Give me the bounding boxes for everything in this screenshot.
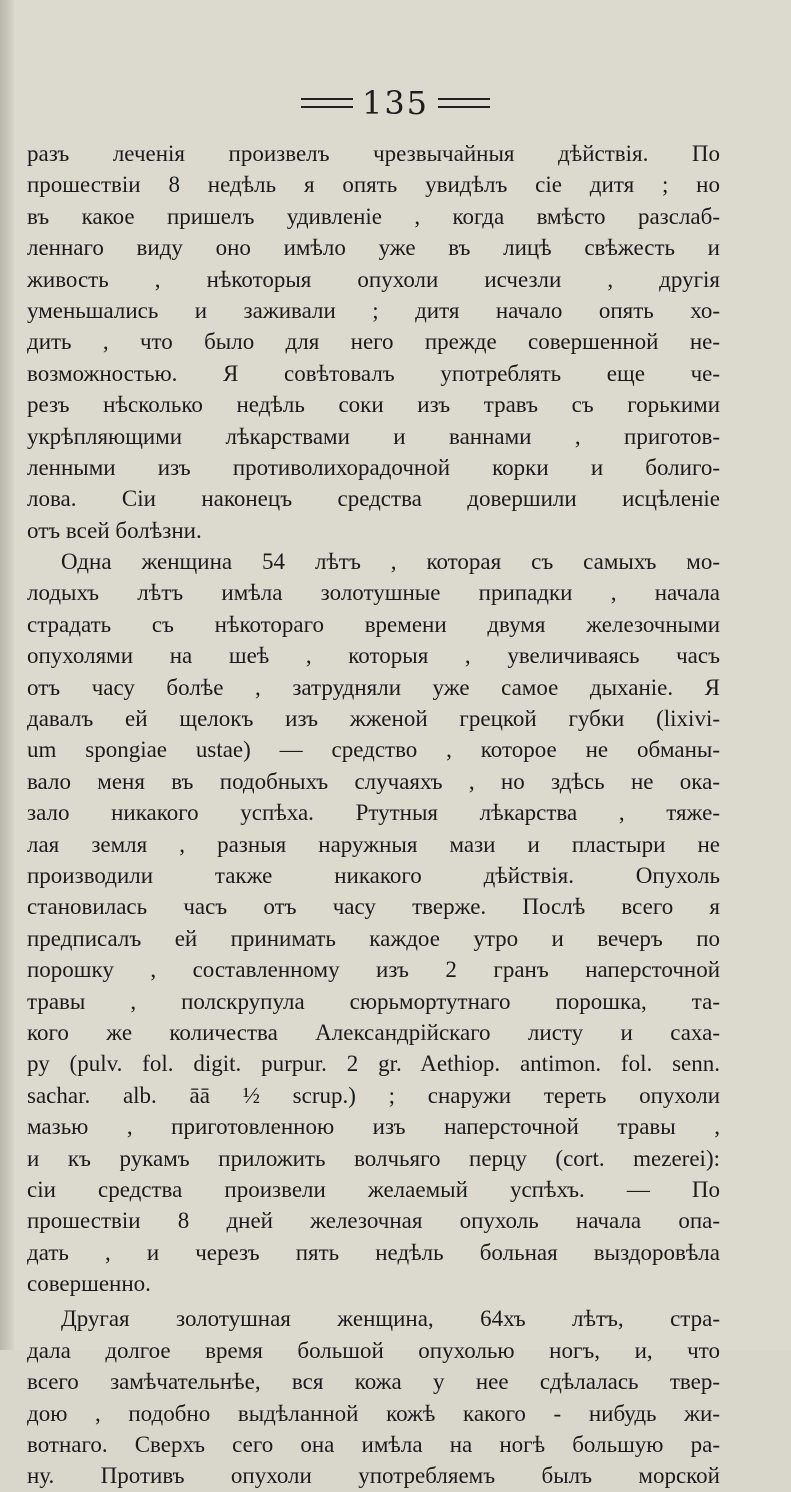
text-line: ленными изъ противолихорадочной корки и болиго- [27,454,720,480]
text-line: лова. Сіи наконецъ средства довершили исцѣленіе [27,486,720,512]
text-line: отъ часу болѣе , затрудняли уже самое дыханіе. Я [27,674,720,700]
text-line: Одна женщина 54 лѣтъ , которая съ самыхъ мо- [61,549,720,575]
text-line: вало меня въ подобныхъ случаяхъ , но здѣсь не ока- [27,768,720,794]
text-line: сіи средства произвели желаемый успѣхъ. — По [27,1176,720,1202]
text-line: опухолями на шеѣ , которыя , увеличиваясь часъ [27,643,720,669]
text-line: дою , подобно выдѣланной кожѣ какого - нибудь жи- [27,1400,720,1426]
page-header [0,84,791,122]
text-line: уменьшались и заживали ; дитя начало опять хо- [27,297,720,323]
text-line: всего замѣчательнѣе, вся кожа у нее сдѣлалась твер- [27,1369,720,1395]
text-line: кого же количества Александрійскаго листу и саха- [27,1019,720,1045]
text-line: дать , и черезъ пять недѣль больная выздоровѣла [27,1239,720,1265]
text-line: порошку , составленному изъ 2 гранъ наперсточной [27,957,720,983]
text-line: леннаго виду оно имѣло уже въ лицѣ свѣжесть и [27,235,720,261]
text-line: давалъ ей щелокъ изъ жженой грецкой губки (lixivi- [27,706,720,732]
text-line: производили также никакого дѣйствія. Опухоль [27,862,720,888]
body-text [27,138,720,1492]
text-line: дить , что было для него прежде совершенной не- [27,329,720,355]
text-line: мазью , приготовленною изъ наперсточной травы , [27,1114,720,1140]
text-line: зало никакого успѣха. Ртутныя лѣкарства , тяже- [27,800,720,826]
text-line: um spongiae ustae) — средство , которое не обманы- [27,737,720,763]
text-line: живость , нѣкоторыя опухоли исчезли , другія [27,266,720,292]
header-rule-left [301,98,353,108]
text-line: прошествіи 8 дней железочная опухоль начала опа- [27,1208,720,1234]
text-line: становилась часъ отъ часу тверже. Послѣ всего я [27,894,720,920]
paragraph-3 [27,1303,720,1491]
text-line: sachar. alb. āā ½ scrup.) ; снаружи тереть опухоли [27,1082,720,1108]
text-line: возможностью. Я совѣтовалъ употреблять еще че- [27,360,720,386]
paragraph-2 [27,546,720,1299]
text-line: дала долгое время большой опухолью ногъ, и, что [27,1337,720,1363]
text-line: вотнаго. Сверхъ сего она имѣла на ногѣ большую ра- [27,1432,720,1458]
text-line: ну. Противъ опухоли употребляемъ былъ морской [27,1463,720,1489]
text-line: отъ всей болѣзни. [27,517,202,543]
text-line: укрѣпляющими лѣкарствами и ваннами , приготов- [27,423,720,449]
paragraph-1 [27,138,720,546]
text-line: резъ нѣсколько недѣль соки изъ травъ съ горькими [27,392,720,418]
text-line: лая земля , разныя наружныя мази и пластыри не [27,831,720,857]
page-number: 135 [361,84,430,122]
text-line: предписалъ ей принимать каждое утро и вечеръ по [27,925,720,951]
header-rule-right [438,98,490,108]
text-line: въ какое пришелъ удивленіе , когда вмѣсто разслаб- [27,203,720,229]
text-line: и къ рукамъ приложить волчьяго перцу (cort. mezerei): [27,1145,720,1171]
page-gutter-shadow [0,0,14,1350]
text-line: травы , полскрупула сюрьмортутнаго порошка, та- [27,988,720,1014]
text-line: разъ леченія произвелъ чрезвычайныя дѣйствія. По [27,141,720,166]
text-line: страдать съ нѣкотораго времени двумя железочными [27,611,720,637]
text-line: лодыхъ лѣтъ имѣла золотушные припадки , начала [27,580,720,606]
text-line: Другая золотушная женщина, 64хъ лѣтъ, стра- [61,1306,720,1332]
text-line: ру (pulv. fol. digit. purpur. 2 gr. Aethiop. antimon. fol. senn. [27,1051,720,1077]
text-line: совершенно. [27,1271,151,1297]
text-line: прошествіи 8 недѣль я опять увидѣлъ сіе дитя ; но [27,172,720,198]
